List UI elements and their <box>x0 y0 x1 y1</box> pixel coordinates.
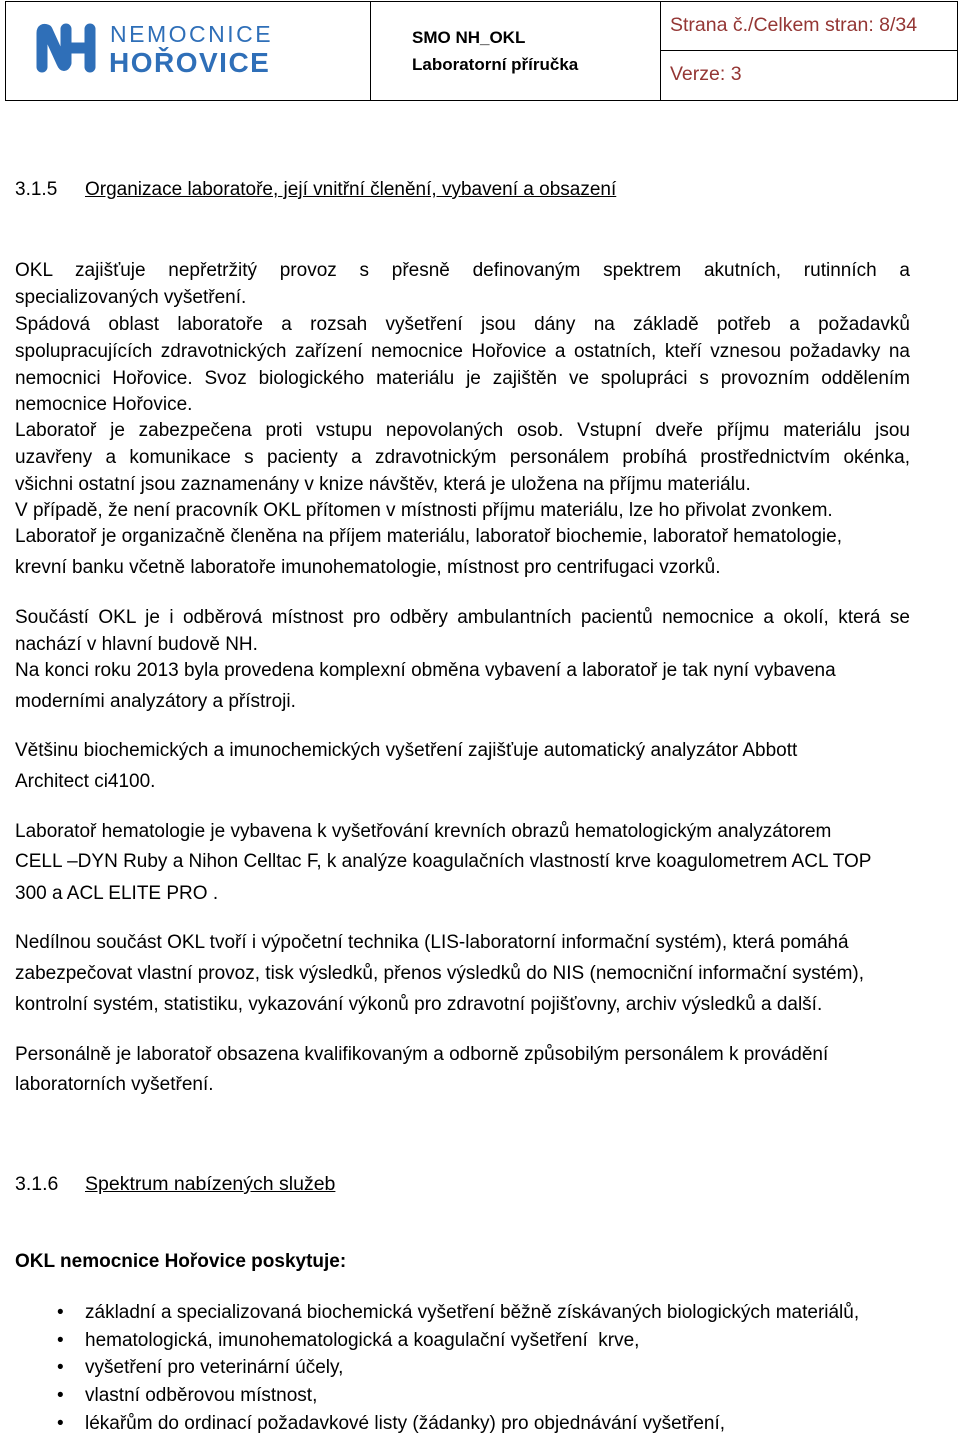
text-line: nemocnici Hořovice. Svoz biologického materiálu je zajištěn ve spolupráci s provozním oddělením <box>15 368 910 389</box>
services-intro: OKL nemocnice Hořovice poskytuje: <box>15 1251 347 1272</box>
text-line: 300 a ACL ELITE PRO . <box>15 883 219 904</box>
text-line: všichni ostatní jsou zaznamenány v knize návštěv, která je uložena na příjmu materiálu. <box>15 474 751 495</box>
page-info: Strana č./Celkem stran: 8/34 <box>670 14 918 36</box>
text-line: laboratorních vyšetření. <box>15 1074 214 1095</box>
text-line: V případě, že není pracovník OKL přítomen v místnosti příjmu materiálu, lze ho přivolat zvonkem. <box>15 500 833 521</box>
text-line: Nedílnou součást OKL tvoří i výpočetní technika (LIS-laboratorní informační systém), která pomáhá <box>15 932 849 953</box>
text-line: specializovaných vyšetření. <box>15 287 247 308</box>
text-line: Architect ci4100. <box>15 771 156 792</box>
header-divider <box>660 50 957 51</box>
text-line: krevní banku včetně laboratoře imunohematologie, místnost pro centrifugaci vzorků. <box>15 557 721 578</box>
bullet-icon: • <box>57 1385 64 1406</box>
text-line: Většinu biochemických a imunochemických vyšetření zajišťuje automatický analyzátor Abbott <box>15 740 798 761</box>
text-line: nachází v hlavní budově NH. <box>15 634 258 655</box>
section-heading: Spektrum nabízených služeb <box>85 1173 336 1195</box>
bullet-icon: • <box>57 1413 64 1434</box>
text-line: uzavřeny a komunikace s pacienty a zdravotnickým personálem probíhá prostřednictvím okénka, <box>15 447 910 468</box>
logo-text-nemocnice: NEMOCNICE <box>110 21 274 47</box>
document-version: Verze: 3 <box>670 63 742 85</box>
logo-text-horovice: HOŘOVICE <box>109 47 271 78</box>
document-title: Laboratorní příručka <box>412 55 579 74</box>
text-line: Na konci roku 2013 byla provedena komplexní obměna vybavení a laboratoř je tak nyní vybavena <box>15 660 836 681</box>
list-item-text: vlastní odběrovou místnost, <box>85 1385 318 1406</box>
bullet-icon: • <box>57 1330 64 1351</box>
text-line: OKL zajišťuje nepřetržitý provoz s přesně definovaným spektrem akutních, rutinních a <box>15 260 910 281</box>
text-line: Spádová oblast laboratoře a rozsah vyšetření jsou dány na základě potřeb a požadavků <box>15 314 910 335</box>
text-line: moderními analyzátory a přístroji. <box>15 691 296 712</box>
text-line: Součástí OKL je i odběrová místnost pro odběry ambulantních pacientů nemocnice a okolí, která se <box>15 607 910 628</box>
text-line: zabezpečovat vlastní provoz, tisk výsledků, přenos výsledků do NIS (nemocniční informační systém), <box>15 963 865 984</box>
text-line: Laboratoř je zabezpečena proti vstupu nepovolaných osob. Vstupní dveře příjmu materiálu jsou <box>15 420 910 441</box>
text-line: Laboratoř hematologie je vybavena k vyšetřování krevních obrazů hematologickým analyzátorem <box>15 821 832 842</box>
text-line: nemocnice Hořovice. <box>15 394 193 415</box>
list-item-text: vyšetření pro veterinární účely, <box>85 1357 344 1378</box>
section-number: 3.1.5 <box>15 179 58 200</box>
text-line: Personálně je laboratoř obsazena kvalifikovaným a odborně způsobilým personálem k provádění <box>15 1044 829 1065</box>
text-line: spolupracujících zdravotnických zařízení nemocnice Hořovice a ostatních, kteří vznesou požadavky na <box>15 341 910 362</box>
bullet-icon: • <box>57 1357 64 1378</box>
section-heading: Organizace laboratoře, její vnitřní členění, vybavení a obsazení <box>85 179 617 200</box>
text-line: Laboratoř je organizačně členěna na příjem materiálu, laboratoř biochemie, laboratoř hematologie, <box>15 526 842 547</box>
text-line: CELL –DYN Ruby a Nihon Celltac F, k analýze koagulačních vlastností krve koagulometrem ACL TOP <box>15 851 872 872</box>
list-item-text: lékařům do ordinací požadavkové listy (žádanky) pro objednávání vyšetření, <box>85 1413 726 1434</box>
nh-logo-icon <box>34 21 100 75</box>
list-item-text: hematologická, imunohematologická a koagulační vyšetření krve, <box>85 1330 640 1351</box>
header-divider <box>370 1 371 100</box>
bullet-icon: • <box>57 1302 64 1323</box>
section-number: 3.1.6 <box>15 1173 59 1195</box>
text-line: kontrolní systém, statistiku, vykazování výkonů pro zdravotní pojišťovny, archiv výsledků a další. <box>15 994 823 1015</box>
document-code: SMO NH_OKL <box>412 28 526 47</box>
list-item-text: základní a specializovaná biochemická vyšetření běžně získávaných biologických materiálů, <box>85 1302 860 1323</box>
